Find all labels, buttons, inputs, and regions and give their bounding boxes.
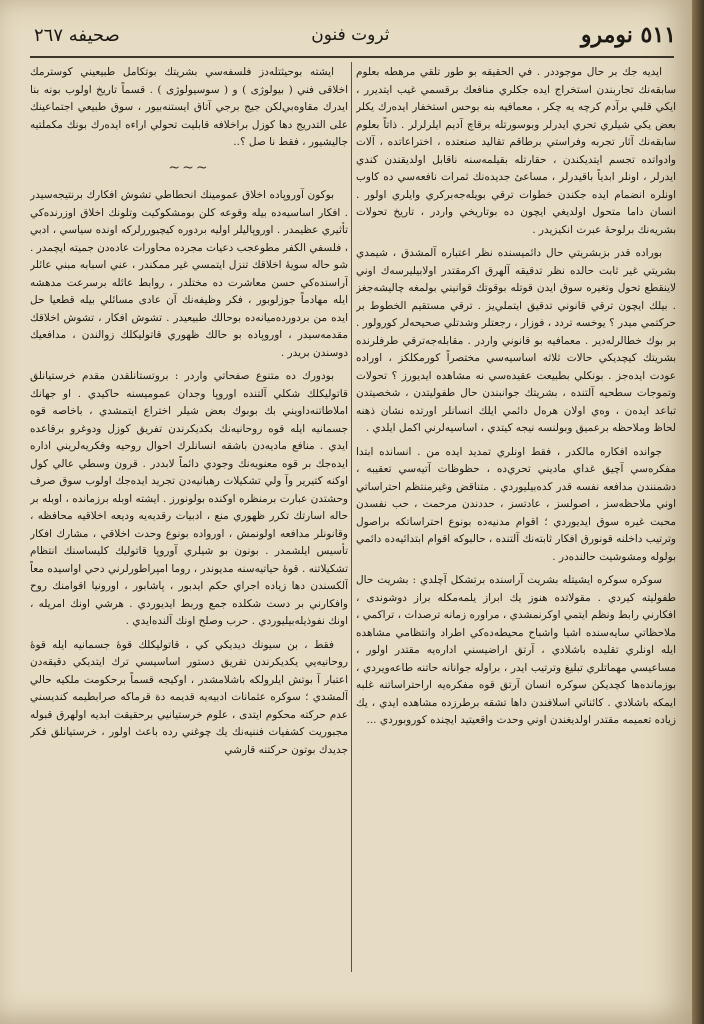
page-header <box>34 18 676 52</box>
right-paragraph-4: سوكره سوكره ايشيتله بشريت آراسنده برتشكل آچلدي : بشريت حال طفوليته كيردي . مقولاتده هنوز يك ابراز يلمه‌مكله براز دوشوندى ، افكارني رابط ونظم ايتمي اوكرنمشدي ، مراوره زمانه ترصدات ، تراكمي ، ملاحظاتي سايه‌سنده اشيا واشباح محيطه‌ده‌كي اطراد وانتظامي مشاهده ايله اونلري تقليده باشلادي ، آرتق اراضيسني اداره‌يه مقتدر اولور ، مساعيسي مهماتلري تبليغ وترتيب ايدر ، براوله جوانانه حاتنه طاعه‌ويردي ، بوزمانده‌ها كچديكن سوكره انسان آرتق قوه مفكره‌يه اراحتراساتنه غلبه ايمكه باشلادي . كائناتي اسلافندن داها تشقه برطرزده مشاهده ايدي ، يك زياده تعميمه مقتدر اولديغندن اوني وحدت واقعيتيد ايچنده كوروبوردي ... <box>356 574 676 726</box>
right-paragraph-2: بوراده قدر بزبشريتي حال دائميسنده نظر اعتباره آلمشدق ، شيمدي بشريتي غير ثابت حالده نظر تدقيقه آلهرق اكرمقتدر اولابيليرسه‌ك اوني لاينقطع تحول وتغيره سوق ايدن قوتله بوقوتك قوانيني بولمغه چاليشه‌جغز . بيلك ايچون ترقي قانوني تدقيق ايتملي‌يز . ترقي مستقيم الخطوط بر حركتمي ميدر ؟ يوخسه تردد ، فوزار ، رجعتلر وشدتلي صحيحه‌لر كورولور . بر بوك خطالرله‌دير . معمافيه بو قانوني واردر . مقابله‌جه‌ترقي طرفلرنده بشريتك كيچديكي حالات ثلاثه اساسيه‌سي مختصراً كورمكلكز ، اوراده عودت ايده‌جز . بونكلي بطبيعت عقيده‌سي نه مشاهده ايديورز ؟ تحولات وتموجات سطحيه آلتنده ، بشريتك جوانبندن حال طفوليتدن ، شخصيتدن تباعد ايده‌ن ، وه‌ي اولان هره‌ل دائمي ايلك انسانلر اورتده نشان ذهنه لحاظ وملاحظه برعميق وبولنسه نيجه كيتدي ، اساسيه‌لرني اكمل ايلدي . <box>356 247 676 434</box>
left-paragraph-4: فقط ، بن سيونك ديديكي كي ، قاتوليكلك قوهٔ جسمانيه ايله قوهٔ روحانيه‌يي يكديكرندن تفريق دستور اساسيسي ترك ايتديكي دقيقه‌دن اعتبار آ بوتش ايلرولكه باشلامشدر ، اوكيجه قسماً برحكومت ملكيه حالي آلمشدي ؛ سوكره عثمانات ادبيه‌يه قديمه دة قرماكه صرابطيمه كنديسني عدم حركته محكوم ايتدى ، علوم خرستيانيي برحقيقت ابديه اولهرق قبوله مجبوريت كشفيات فننيه‌نك يك چوغني رده باعث اولور ، خرستيانلق فكر جديدك بوتون حركتنه قارشي <box>30 638 348 756</box>
left-paragraph-3: بودورك ده متنوع صفحاتي واردر : بروتستانلقدن مقدم خرستيانلق قاتوليكلك شكلي آلتنده اوروپا وجدان عموميسنه حاكيدي . او جهانك املاطاتنه‌داويني بك بوبوك بعض شيلر اختراع ايتمشدي ، باخاصه قوه جسمانيه ايله قوه روحانيه‌نك بكديكرندن تفريق كوزل ودوغرو برقاعده ايدي . منافع ماديه‌دن باشقه انسانلرك احوال روحيه وفكريه‌لريني اداره ايده‌جك بر قوه معنويه‌نك وجودي دائماً لابددر . قرون وسطي عالي كول اوكنه كتيرير وآ ولي تشكيلات رهبانيه‌دن تجريد ايده‌جك اولوب سوق صرف وحشتدن عبارت برمنظره اوكنده بولونورز . ايشته اوبله برزمانده ، اوبله بر حاله اسارتك تكرر ظهوري منع ، ادبيات رقديه‌يه وديعه اخلاقيه محافظه ، وقانونلر مدافعه اولونمش ، اورواده بونوع وحدت اخلاقي ، مشارك افكار تأسيس ايلشمدر . بونون بو شيلري آوروپا قاتوليك كليساسنك انتظام تشكيلاتنه . قوهٔ حياتيه‌سنه مديوندر ، روما امپراطورلرني دحي اواسيده معاً آلكسندن دها زياده اجراي حكم ايدبور ، پاشابور ، اورونيا اقوامنك روح وافكارني بر دست شكلده جمع وربط ايديوردي . هرشي اونك امريله ، اونك نفوذيله‌بيليوردي . حرب وصلح اونك آلنده‌ايدي . <box>30 370 348 627</box>
right-column <box>356 64 676 994</box>
header-rule <box>30 56 674 58</box>
left-paragraph-1: ايشته بوحيثتله‌دز فلسفه‌سي بشريتك بوتكامل طبيعيني كوسترمك اخلاقى فني ( بيولوژى ) و ( سوسيولوژى ) . قسماً تاريخ اولوب بونه بنا ايدرك مقاوه‌بي‌لكن جيج برجي آتاق ايستنه‌بيور ، سوق طبيعي اجتماعينك على التدريج دها كوزل براخلافه قابليت تحولي اراءه ايده‌رك بونك مكملتيه جاليشيور ، فقط نا صل ؟.. <box>30 66 348 148</box>
journal-title: ثروت فنون <box>311 25 390 45</box>
page-number: صحيفه ٢٦٧ <box>34 24 120 46</box>
issue-number: ٥١١ نومرو <box>580 22 676 48</box>
section-ornament: ~~~ <box>168 159 210 176</box>
right-paragraph-3: جوانده افكاره مالكدر ، فقط اونلري تمديد ايده من . انسانده ابتدا مفكره‌سي آچيق غداي ماديني تحري‌ده ، حظوظات آتيه‌سي تعقيبه ، دشمنندن مدافعه نفسه قدر كده‌بيليوردي . متناقض وغيرمنتظم احتراساتي اوني ملاحظه‌سز ، اصولسز ، عادتسز ، حددندن مرحمت ، حب نفسدن محبت غيره سوق ايديوردي ؛ اقوام مدنيه‌ده بونوع احتراساتكه براصول وترتيب داخلنه قونورق افكار ثابته‌نك آلتنده ، حالبوكه اقوام ابتدائيه‌ده دائمي بولوله ومشوشيت حالنده‌در . <box>356 445 676 563</box>
left-column <box>30 64 348 994</box>
right-paragraph-1: ايديه جك بر حال موجوددر . في الحقيقه بو طور تلقي مرهطه بعلوم سابقه‌نك تجاربندن استخراج ايده جكلري منافعك برقسمي غيب ايتديرر ، ايكي قلبي برآدم كرچه يه چكر ، معمافيه بنه بوحس استخفار ايده‌رك يكلر بعض يكي شيلري تحري ايدرلر وبوسورتله برقاچ آديم ايلرلرلر . ذاتاً بعلوم سابقه‌نك آثار تجربه وفراستي برطاقم تقاليد صنعتده ، اختراعاتده ، آلات وادواتده تجسم ايتديكندن ، حقارتله بقيلمه‌سنه ناقابل اولديقندن كندي ايدرلر ، اونلر ابدياً باقيدرلر ، مساعئ جديده‌نك ثمرات نافعه‌سي ده كاوب اونلره انضمام ايده جكندن خطوات ترقي بويله‌جه‌بركري وايلري اولور . انسان داما متحول اولديغي ايچون ده بوتاريخي واردر ، تاريخ تحولات بشريه‌نك برلوحهٔ عبرت انكيزيدر . <box>356 66 676 236</box>
column-divider <box>351 62 352 972</box>
book-spine <box>692 0 704 1024</box>
left-paragraph-2: بوكون آوروپاده اخلاق عمومينك انحطاطي تشوش افكارك برنتيجه‌سيدر . افكار اساسيه‌ده بيله وقوعه كلن بومشكوكيت وتلونك اخلاق اوزرنده‌كي تأثيري عظيمدر . اوروپاليلر اوليه بردوره كيچيوررلركه اونده سياسي ، ادبي ، فلسفي الكفر مطوعجب دعيات مجرده محاورات عاده‌دن جميته ايچمدر . شو حاله سويهٔ اخلاقك تنزل ايتمسي غير ممكندر ، عني اسبابه مبني عائلر آراسنده‌كي حسن معاشرت ده مختلدر ، روابط عائله برسرعت مدهشه ايله مهادماً جوزلوبور ، فكر وظيفه‌نك آن عادى مسائلي بيله قطعيا حل ايده من بردورده‌ميانه‌ده بوحالك طبيعيدر . تشوش افكار ، تشوش اخلاقك مقدمه‌سيدر ، اوروپاده بو حالك ظهوري قاتوليكلك زوالندن ، مدافعيك دوسندن بريدر . <box>30 189 348 359</box>
